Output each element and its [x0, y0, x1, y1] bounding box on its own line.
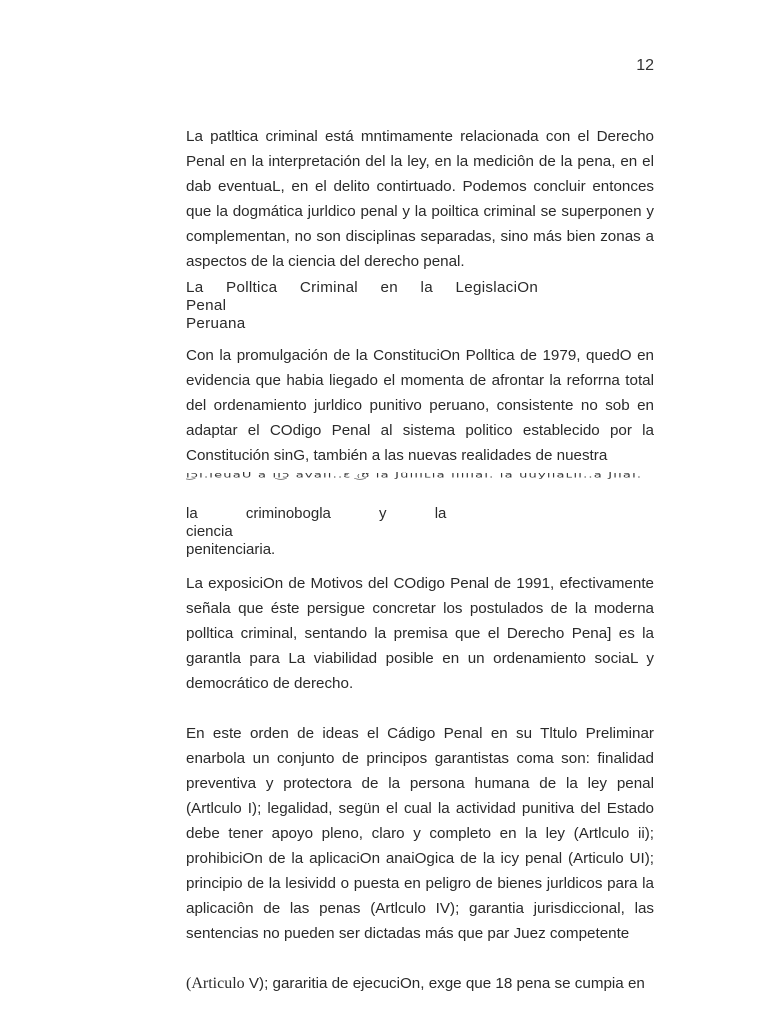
articulo-label: (Articulo — [186, 975, 245, 992]
continuation-text: V); gararitia de ejecuciOn, exge que 18 pena se cumpia en — [248, 975, 645, 992]
section-heading-line-1: La Polltica Criminal en la LegislaciOn Penal — [186, 279, 539, 314]
garbled-scan-text: ı͜ɔı.ıeuaU a ıı͜ɔ avaıı..ɛ ₍͜ʊ ıa Jüıııʟıa ıııııaı. ıa uuyııaʟıı..a Jııaı. — [186, 472, 643, 480]
paragraph-constitucion — [186, 343, 654, 468]
paragraph-text: La patltica criminal está mntimamente relacionada con el Derecho Penal en la interpretación del la ley, en la mediciôn de la pena, en el dab eventuaL, en el delito contirtuado. Podemos concluir entonces que la dogmática jurldico penal y la poiltica criminal se superponen y complementan, no son disciplinas separadas, sino más bien zonas a aspectos de la ciencia del derecho penal. — [186, 128, 654, 270]
tail-line-1: la criminobogla y la ciencia — [186, 505, 447, 540]
paragraph-continuation-line — [186, 973, 654, 995]
paragraph-exposicion-motivos — [186, 571, 654, 696]
paragraph-text: En este orden de ideas el Cádigo Penal en su Tltulo Preliminar enarbola un conjunto de principos garantistas coma son: finalidad preventiva y protectora de la persona humana de la ley penal (Artlculo I); legalidad, segün el cual la actividad punitiva del Estado debe tener apoyo pleno, claro y completo en la ley (Artlculo ii); prohibiciOn de la aplicaciOn anaiOgica de la icy penal (Articulo UI); principio de la lesividd o puesta en peligro de bienes jurldicos para la aplicaciôn de las penas (Artlculo IV); garantia jurisdiccional, las sentencias no pueden ser dictadas más que par Juez competente — [186, 725, 654, 942]
section-heading-line-2: Peruana — [186, 315, 246, 332]
tail-line-2: penitenciaria. — [186, 541, 276, 558]
paragraph-titulo-preliminar — [186, 721, 654, 946]
paragraph-text: La exposiciOn de Motivos del COdigo Penal de 1991, efectivamente señala que éste persigue concretar los postulados de la moderna polltica criminal, sentando la premisa que el Derecho Pena] es la garantla para La viabilidad posible en un ordenamiento sociaL y democrático de derecho. — [186, 575, 654, 692]
paragraph-constitucion-tail — [186, 505, 486, 559]
page-number: 12 — [636, 57, 654, 74]
section-heading — [186, 279, 546, 333]
paragraph-text: Con la promulgación de la ConstituciOn Polltica de 1979, quedO en evidencia que habia liegado el momenta de afrontar la reforrna total del ordenamiento jurldico punitivo peruano, consistente no sob en adaptar el COdigo Penal al sistema politico establecido por la Constitución sinG, también a las nuevas realidades de nuestra — [186, 347, 654, 464]
paragraph-politica-criminal — [186, 124, 654, 274]
